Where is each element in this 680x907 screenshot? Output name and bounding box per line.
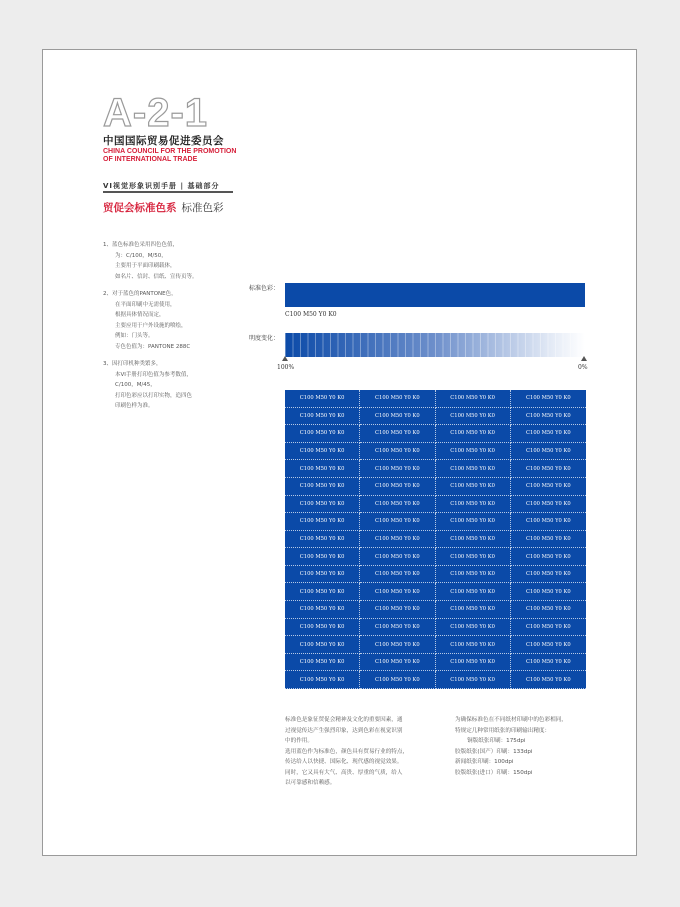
color-value-cell: C100 M50 Y0 K0 — [511, 496, 586, 514]
note-line: 3、因打印机种类繁多， — [103, 361, 162, 367]
note-line: 本VI手册打印色值为参考数值， — [115, 371, 192, 378]
color-value-cell: C100 M50 Y0 K0 — [436, 636, 511, 654]
note-item — [103, 289, 243, 352]
color-value-cell: C100 M50 Y0 K0 — [285, 513, 360, 531]
color-value-cell: C100 M50 Y0 K0 — [511, 548, 586, 566]
section-label: VI视觉形象识别手册 | 基础部分 — [103, 182, 220, 190]
brightness-start-pct: 100% — [277, 364, 295, 371]
description-right — [455, 715, 595, 778]
standard-color-label: 标准色彩： — [249, 285, 280, 292]
color-value-cell: C100 M50 Y0 K0 — [436, 671, 511, 689]
color-value-cell: C100 M50 Y0 K0 — [511, 460, 586, 478]
note-line: C/100，M/45， — [115, 382, 156, 388]
note-line: 如名片、信封、信纸、宣传页等。 — [115, 273, 198, 280]
color-value-cell: C100 M50 Y0 K0 — [285, 531, 360, 549]
color-value-cell: C100 M50 Y0 K0 — [360, 478, 435, 496]
triangle-up-icon — [581, 356, 587, 361]
color-value-cell: C100 M50 Y0 K0 — [360, 566, 435, 584]
color-value-cell: C100 M50 Y0 K0 — [360, 583, 435, 601]
color-value-cell: C100 M50 Y0 K0 — [436, 531, 511, 549]
note-line: 例如：门头等。 — [115, 333, 154, 339]
color-value-cell: C100 M50 Y0 K0 — [511, 636, 586, 654]
color-value-cell: C100 M50 Y0 K0 — [285, 408, 360, 426]
color-value-cell: C100 M50 Y0 K0 — [360, 548, 435, 566]
color-value-cell: C100 M50 Y0 K0 — [285, 601, 360, 619]
color-value-cell: C100 M50 Y0 K0 — [360, 601, 435, 619]
color-value-cell: C100 M50 Y0 K0 — [360, 390, 435, 408]
section-divider — [103, 191, 233, 193]
logo-org-name-en-line2: OF INTERNATIONAL TRADE — [103, 156, 198, 163]
logo-org-name-cn: 中国国际贸易促进委员会 — [103, 135, 224, 147]
note-line: 在平面印刷中无需使用， — [115, 301, 176, 308]
color-value-cell: C100 M50 Y0 K0 — [360, 636, 435, 654]
logo-org-name-en — [103, 148, 263, 164]
color-value-cell: C100 M50 Y0 K0 — [285, 566, 360, 584]
color-value-cell: C100 M50 Y0 K0 — [511, 654, 586, 672]
brightness-gradient-bar — [285, 333, 585, 357]
color-value-cell: C100 M50 Y0 K0 — [360, 654, 435, 672]
color-value-cell: C100 M50 Y0 K0 — [511, 425, 586, 443]
color-value-cell: C100 M50 Y0 K0 — [360, 425, 435, 443]
note-line: 1、蓝色标准色采用四色色值， — [103, 242, 179, 248]
color-value-cell: C100 M50 Y0 K0 — [285, 478, 360, 496]
note-line: 为：C/100，M/50， — [115, 252, 167, 259]
desc-line: 传达给人以快捷、国际化、现代感的视觉效果。 — [285, 759, 403, 765]
color-value-cell: C100 M50 Y0 K0 — [511, 443, 586, 461]
color-value-cell: C100 M50 Y0 K0 — [511, 601, 586, 619]
color-value-grid — [285, 390, 586, 689]
color-value-cell: C100 M50 Y0 K0 — [285, 654, 360, 672]
standard-color-swatch — [285, 283, 585, 307]
color-value-cell: C100 M50 Y0 K0 — [511, 478, 586, 496]
color-value-cell: C100 M50 Y0 K0 — [285, 636, 360, 654]
color-value-cell: C100 M50 Y0 K0 — [285, 583, 360, 601]
color-value-cell: C100 M50 Y0 K0 — [285, 619, 360, 637]
color-value-cell: C100 M50 Y0 K0 — [436, 408, 511, 426]
color-value-cell: C100 M50 Y0 K0 — [436, 425, 511, 443]
color-value-cell: C100 M50 Y0 K0 — [436, 443, 511, 461]
desc-line: 为确保标准色在不同纸材印刷中的色彩相同， — [455, 717, 567, 723]
section-title-main: 贸促会标准色系 — [103, 202, 177, 214]
color-value-cell: C100 M50 Y0 K0 — [436, 566, 511, 584]
color-value-cell: C100 M50 Y0 K0 — [285, 496, 360, 514]
color-value-cell: C100 M50 Y0 K0 — [436, 548, 511, 566]
triangle-up-icon — [282, 356, 288, 361]
color-value-cell: C100 M50 Y0 K0 — [360, 531, 435, 549]
color-value-cell: C100 M50 Y0 K0 — [436, 478, 511, 496]
color-value-cell: C100 M50 Y0 K0 — [360, 443, 435, 461]
desc-line: 同时，它又具有大气、高贵、厚重的气质，给人 — [285, 769, 403, 776]
color-value-cell: C100 M50 Y0 K0 — [511, 390, 586, 408]
note-line: 印刷色样为准。 — [115, 403, 154, 409]
note-line: 专色色值为：PANTONE 288C — [115, 343, 191, 350]
desc-line: 以可靠感和信赖感。 — [285, 780, 336, 786]
color-value-cell: C100 M50 Y0 K0 — [511, 531, 586, 549]
color-value-cell: C100 M50 Y0 K0 — [360, 619, 435, 637]
manual-page — [42, 49, 637, 856]
usage-notes — [103, 240, 243, 419]
desc-line: 胶版纸张(进口）印刷：150dpi — [455, 769, 533, 776]
desc-line: 选用蓝色作为标准色，颜色具有贸易行业的特点， — [285, 748, 409, 755]
note-line: 2、对于蓝色的PANTONE色， — [103, 291, 177, 297]
color-value-cell: C100 M50 Y0 K0 — [285, 460, 360, 478]
color-value-cell: C100 M50 Y0 K0 — [511, 408, 586, 426]
color-value-cell: C100 M50 Y0 K0 — [511, 583, 586, 601]
desc-line: 胶版纸张(国产）印刷：133dpi — [455, 748, 533, 755]
color-value-cell: C100 M50 Y0 K0 — [511, 619, 586, 637]
note-item — [103, 359, 243, 412]
brightness-label: 明度变化： — [249, 335, 280, 342]
color-value-cell: C100 M50 Y0 K0 — [285, 390, 360, 408]
color-value-cell: C100 M50 Y0 K0 — [285, 548, 360, 566]
desc-line: 标准色是象征贸促会精神及文化的重要因素，通 — [285, 717, 403, 723]
color-value-cell: C100 M50 Y0 K0 — [360, 496, 435, 514]
note-line: 根据具体情况而定， — [115, 312, 165, 318]
desc-line: 过视觉传达产生强烈印象，达到色彩在视觉识别 — [285, 727, 403, 734]
color-value-cell: C100 M50 Y0 K0 — [436, 583, 511, 601]
note-line: 打印色彩应以打印实物，追四色 — [115, 392, 193, 399]
color-value-cell: C100 M50 Y0 K0 — [436, 619, 511, 637]
brightness-end-pct: 0% — [578, 364, 588, 371]
color-value-cell: C100 M50 Y0 K0 — [436, 460, 511, 478]
standard-color-caption: C100 M50 Y0 K0 — [285, 311, 337, 318]
color-value-cell: C100 M50 Y0 K0 — [436, 513, 511, 531]
color-value-cell: C100 M50 Y0 K0 — [436, 496, 511, 514]
color-value-cell: C100 M50 Y0 K0 — [360, 408, 435, 426]
logo-org-name-en-line1: CHINA COUNCIL FOR THE PROMOTION — [103, 148, 237, 155]
color-value-cell: C100 M50 Y0 K0 — [436, 601, 511, 619]
color-value-cell: C100 M50 Y0 K0 — [511, 566, 586, 584]
desc-line: 铜版纸张印刷：175dpi — [467, 738, 526, 744]
color-value-cell: C100 M50 Y0 K0 — [436, 654, 511, 672]
color-value-cell: C100 M50 Y0 K0 — [511, 671, 586, 689]
desc-line: 中的作用。 — [285, 738, 313, 744]
desc-line: 新闻纸张印刷：100dpi — [455, 759, 514, 765]
color-value-cell: C100 M50 Y0 K0 — [285, 443, 360, 461]
note-line: 主要用于平面印刷载体， — [115, 263, 176, 269]
color-value-cell: C100 M50 Y0 K0 — [360, 671, 435, 689]
note-item — [103, 240, 243, 282]
note-line: 主要应用于户外设施的喷绘， — [115, 322, 187, 329]
color-value-cell: C100 M50 Y0 K0 — [360, 460, 435, 478]
logo-code: A-2-1 — [103, 91, 209, 135]
color-value-cell: C100 M50 Y0 K0 — [511, 513, 586, 531]
color-value-cell: C100 M50 Y0 K0 — [436, 390, 511, 408]
color-value-cell: C100 M50 Y0 K0 — [285, 425, 360, 443]
section-title-sub: 标准色彩 — [181, 202, 224, 214]
desc-line: 特规定几种常用纸张的印刷输出精度： — [455, 727, 551, 734]
color-value-cell: C100 M50 Y0 K0 — [360, 513, 435, 531]
description-left — [285, 715, 445, 789]
section-title — [103, 196, 224, 215]
color-value-cell: C100 M50 Y0 K0 — [285, 671, 360, 689]
